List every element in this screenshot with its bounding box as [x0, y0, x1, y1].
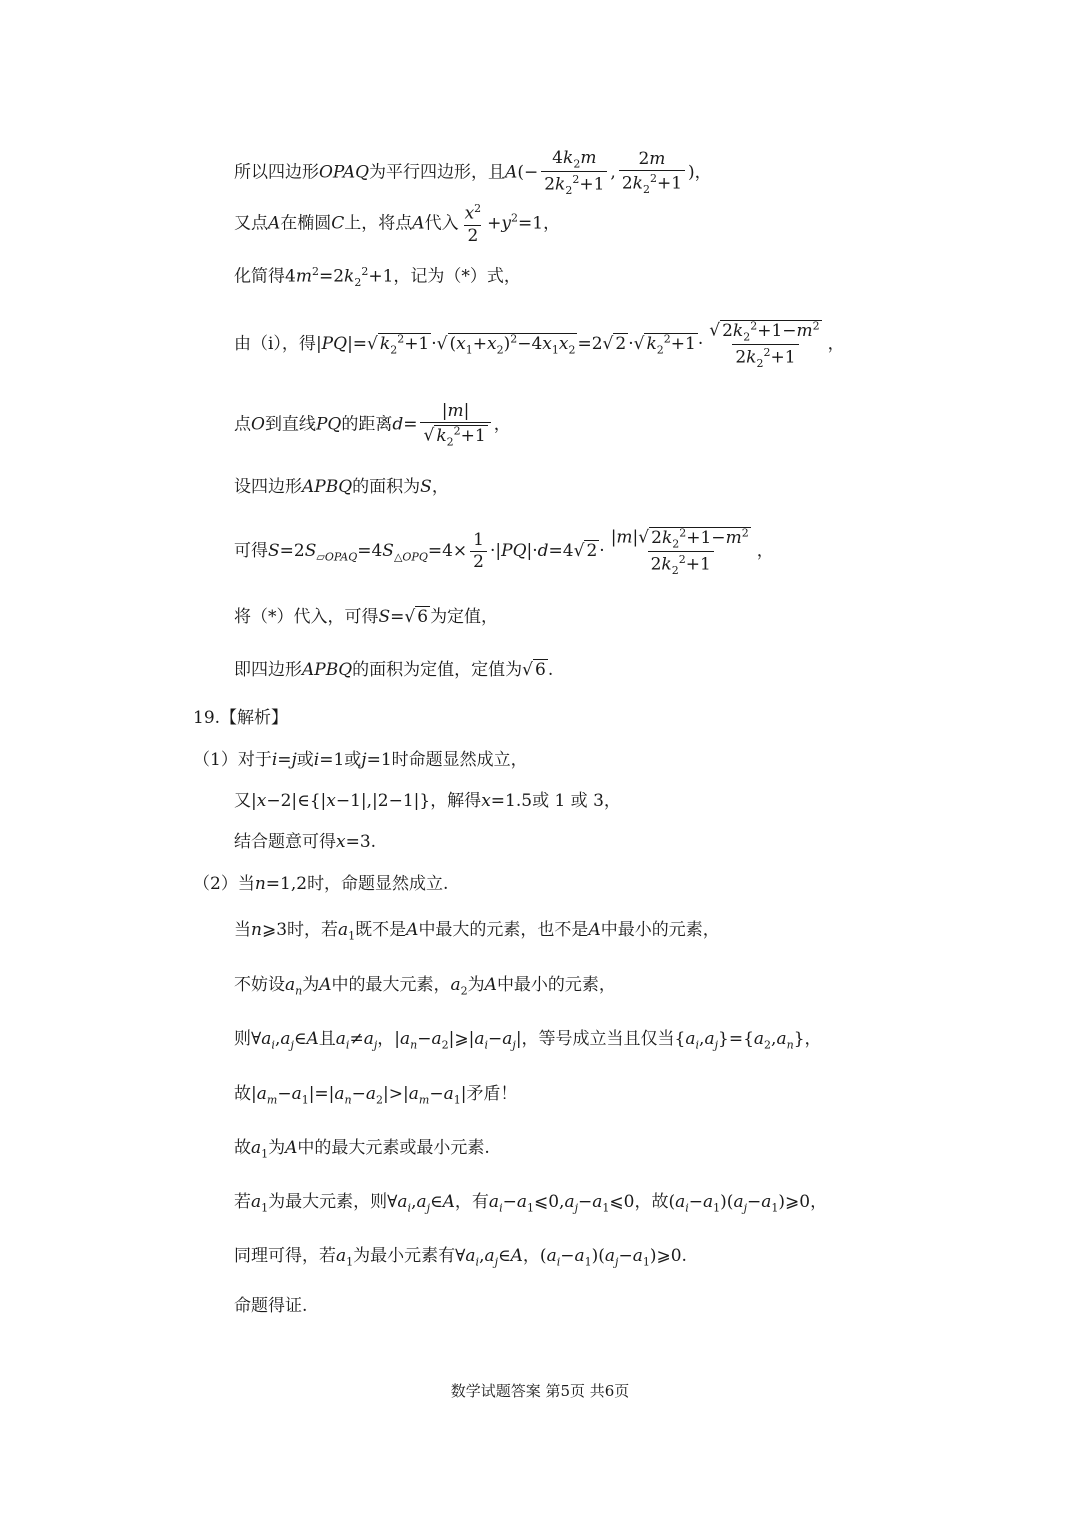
question-heading: 19.【解析】	[193, 708, 289, 728]
text-line: 又|x−2|∈{|x−1|,|2−1|}，解得x=1.5或 1 或 3，	[234, 791, 621, 811]
text-line: 同理可得，若$a_1$为最小元素有$\forall a_i,a_j\in A$，$(a_i-a_1)(a_j-a_1)⩾0$.	[234, 1246, 687, 1269]
text-line: 则$\forall a_i,a_j\in A$且$a_i\ne a_j$，$|a_n-a_2|⩾|a_i-a_j|$，等号成立当且仅当$\{a_i,a_j\}=\{a_2,a_n\}$，	[234, 1029, 822, 1052]
text-line: 故$|a_m-a_1|=|a_n-a_2|>|a_m-a_1|$矛盾！	[234, 1084, 518, 1107]
page-footer: 数学试题答案 第5页 共6页	[450, 1382, 630, 1400]
text-line: 命题得证.	[234, 1296, 308, 1316]
text-line: 所以四边形OPAQ为平行四边形，且A(− $\frac{4k_2m}{2k_2^2+1}$ , $\frac{2m}{2k_2^2+1}$ )，	[234, 148, 712, 198]
text-line: 即四边形APBQ的面积为定值，定值为√ 6 .	[234, 660, 554, 680]
text-line: 当n⩾3时，若$a_1$既不是A中最大的元素，也不是A中最小的元素，	[234, 920, 720, 943]
text-line: 化简得$4m^2=2k_2^2+1$，记为（*）式，	[234, 265, 521, 290]
text-line: 可得$S=2S_{▱OPAQ}=4S_{\triangle OPQ}=4\times$ $\frac{1}{2}$ ·|PQ|·d=4√ 2 · $\frac{|m|√ 2k_2^2+1-m^2}{2k_2^2+1}$ ，	[234, 526, 774, 578]
text-line: （2）当n=1,2时，命题显然成立.	[193, 874, 449, 894]
text-line: 又点A在椭圆C上，将点A代入 $\frac{x^2}{2}$ $+y^2=1$，	[234, 202, 561, 246]
text-line: 若$a_1$为最大元素，则$\forall a_i,a_j\in A$，有$a_i-a_1⩽0,a_j-a_1⩽0$，故$(a_i-a_1)(a_j-a_1)⩾0$，	[234, 1192, 828, 1215]
text-line: 由（i），得|PQ|=√ $k_2^2+1$ ·√ $(x_1+x_2)^2-4x_1x_2 =2√$ 2 ·√ $k_2^2+1$ · $\frac{√ 2k_2^2+1-m^2}{2k_2^2+1}$ ，	[234, 319, 845, 371]
text-line: 结合题意可得x=3.	[234, 832, 377, 852]
text-line: 不妨设$a_n$为A中的最大元素，$a_2$为A中最小的元素，	[234, 975, 616, 998]
text-line: 点O到直线PQ的距离d= $\frac{|m|}{√ k_2^2+1}$ ，	[234, 401, 511, 449]
text-line: 将（*）代入，可得S=√ 6 为定值，	[234, 607, 499, 627]
text-line: 设四边形APBQ的面积为S，	[234, 477, 449, 497]
text-line: （1）对于i=j或i=1或j=1时命题显然成立，	[193, 750, 528, 770]
text-line: 故$a_1$为A中的最大元素或最小元素.	[234, 1138, 490, 1161]
